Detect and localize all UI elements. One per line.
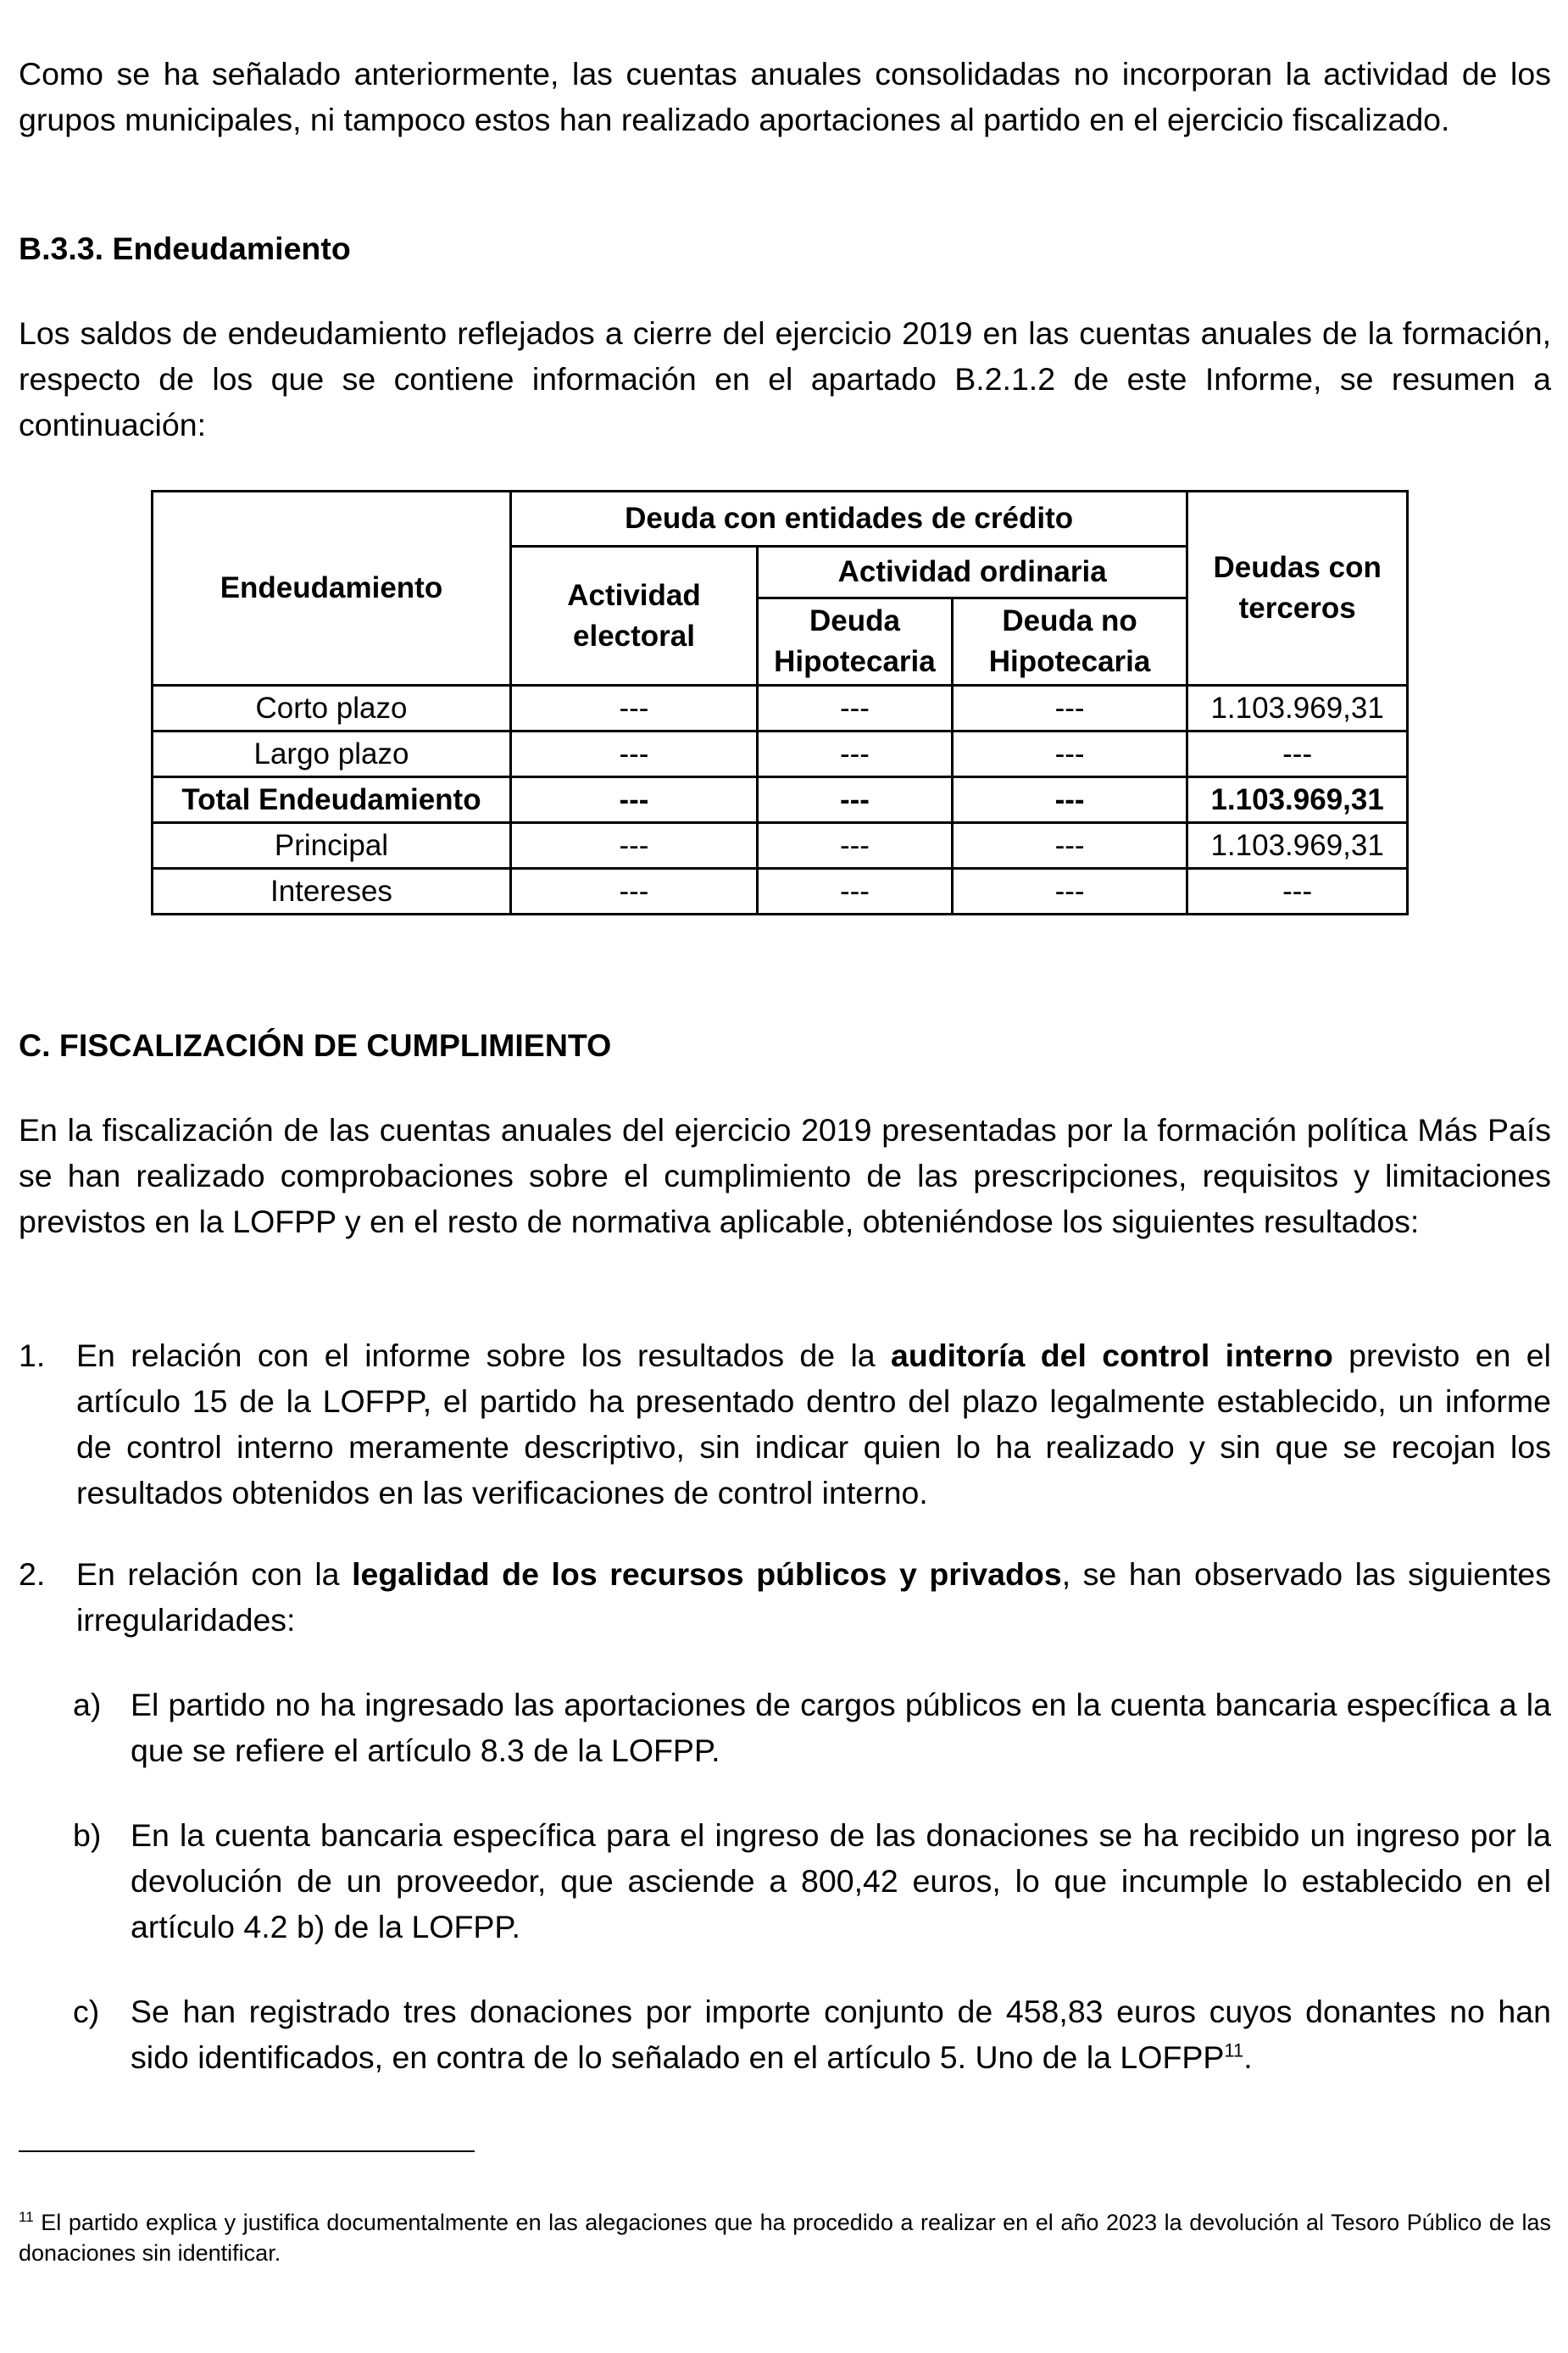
cell-third: 1.103.969,31 [1187, 686, 1408, 731]
cell-third: 1.103.969,31 [1187, 823, 1408, 869]
item-text-bold: legalidad de los recursos públicos y privados [352, 1556, 1062, 1592]
section-heading-fiscalizacion: C. FISCALIZACIÓN DE CUMPLIMIENTO [19, 1027, 612, 1063]
cell-electoral: --- [510, 731, 757, 777]
header-ordinary: Actividad ordinaria [758, 547, 1187, 598]
cell-mortgage: --- [758, 686, 953, 731]
sub-item-text-end: . [1243, 2039, 1253, 2075]
cell-electoral: --- [510, 777, 757, 823]
cell-non-mortgage: --- [952, 731, 1187, 777]
sub-item-text: En la cuenta bancaria específica para el ingreso de las donaciones se ha recibido un ingreso por la devolución de un proveedor, que asciende a 800,42 euros, lo que incumple lo establecido en el artículo 4.2 b) de la LOFPP. [131, 1817, 1551, 1944]
sub-list-item [73, 1812, 1551, 1950]
sub-list-item [73, 1989, 1551, 2080]
footnote-divider [19, 2150, 475, 2152]
cell-non-mortgage: --- [952, 686, 1187, 731]
cell-third: 1.103.969,31 [1187, 777, 1408, 823]
cell-mortgage: --- [758, 731, 953, 777]
table-row [153, 869, 1408, 915]
row-label: Total Endeudamiento [153, 777, 511, 823]
section-heading-endeudamiento: B.3.3. Endeudamiento [19, 231, 351, 266]
item-text [76, 1551, 1551, 1643]
item-number: 1. [19, 1338, 46, 1373]
sub-item-text [131, 1989, 1551, 2080]
item-text [76, 1332, 1551, 1516]
cell-mortgage: --- [758, 823, 953, 869]
table-row [153, 823, 1408, 869]
footnote-reference[interactable]: 11 [1224, 2039, 1244, 2061]
row-label: Largo plazo [153, 731, 511, 777]
cell-non-mortgage: --- [952, 823, 1187, 869]
sub-item-text: El partido no ha ingresado las aportaciones de cargos públicos en la cuenta bancaria específica a la que se refiere el artículo 8.3 de la LOFPP. [131, 1687, 1551, 1768]
header-endeudamiento: Endeudamiento [153, 492, 511, 686]
sub-item-letter: a) [73, 1687, 102, 1722]
item-text-before: En relación con la [76, 1556, 353, 1592]
item-text-after: previsto en el artículo 15 de la LOFPP, el partido ha presentado dentro del plazo legalmente establecido, un informe de control interno meramente descriptivo, sin indicar quien lo ha realizado y sin que se recojan los resultados obtenidos en las verificaciones de control interno. [76, 1338, 1551, 1510]
footnote-text: El partido explica y justifica documentalmente en las alegaciones que ha procedido a realizar en el año 2023 la devolución al Tesoro Público de las donaciones sin identificar. [19, 2210, 1551, 2266]
table-row-total [153, 777, 1408, 823]
table-row [153, 686, 1408, 731]
item-text-before: En relación con el informe sobre los resultados de la [76, 1338, 892, 1373]
cell-third: --- [1187, 731, 1408, 777]
cell-mortgage: --- [758, 777, 953, 823]
item-number: 2. [19, 1556, 46, 1592]
header-third-parties: Deudas con terceros [1187, 492, 1408, 686]
cell-electoral: --- [510, 686, 757, 731]
list-item [19, 1332, 1551, 1516]
sub-list-item [73, 1682, 1551, 1773]
footnote [19, 2207, 1551, 2268]
cell-electoral: --- [510, 869, 757, 915]
intro-paragraph: Como se ha señalado anteriormente, las cuentas anuales consolidadas no incorporan la actividad de los grupos municipales, ni tampoco estos han realizado aportaciones al partido en el ejercicio fiscalizado. [19, 56, 1551, 137]
row-label: Principal [153, 823, 511, 869]
sub-item-letter: c) [73, 1994, 100, 2029]
debt-table [151, 490, 1409, 915]
table-row [153, 731, 1408, 777]
list-item [19, 1551, 1551, 1643]
fiscalizacion-paragraph: En la fiscalización de las cuentas anuales del ejercicio 2019 presentadas por la formación política Más País se han realizado comprobaciones sobre el cumplimiento de las prescripciones, requisitos y limitaciones previstos en la LOFPP y en el resto de normativa aplicable, obteniéndose los siguientes resultados: [19, 1112, 1551, 1239]
footnote-number: 11 [19, 2209, 34, 2225]
header-credit-group: Deuda con entidades de crédito [510, 492, 1187, 547]
cell-electoral: --- [510, 823, 757, 869]
header-mortgage: Deuda Hipotecaria [758, 598, 953, 686]
endeudamiento-paragraph: Los saldos de endeudamiento reflejados a cierre del ejercicio 2019 en las cuentas anuales de la formación, respecto de los que se contiene información en el apartado B.2.1.2 de este Informe, se resumen a continuación: [19, 315, 1551, 442]
cell-non-mortgage: --- [952, 869, 1187, 915]
sub-item-text-body: Se han registrado tres donaciones por importe conjunto de 458,83 euros cuyos donantes no han sido identificados, en contra de lo señalado en el artículo 5. Uno de la LOFPP [131, 1994, 1551, 2075]
sub-item-letter: b) [73, 1817, 102, 1853]
cell-third: --- [1187, 869, 1408, 915]
header-electoral: Actividad electoral [510, 547, 757, 686]
row-label: Corto plazo [153, 686, 511, 731]
row-label: Intereses [153, 869, 511, 915]
cell-non-mortgage: --- [952, 777, 1187, 823]
cell-mortgage: --- [758, 869, 953, 915]
item-text-bold: auditoría del control interno [891, 1338, 1333, 1373]
item-text-after: , se han observado las siguientes irregularidades: [76, 1556, 1551, 1638]
header-non-mortgage: Deuda no Hipotecaria [952, 598, 1187, 686]
